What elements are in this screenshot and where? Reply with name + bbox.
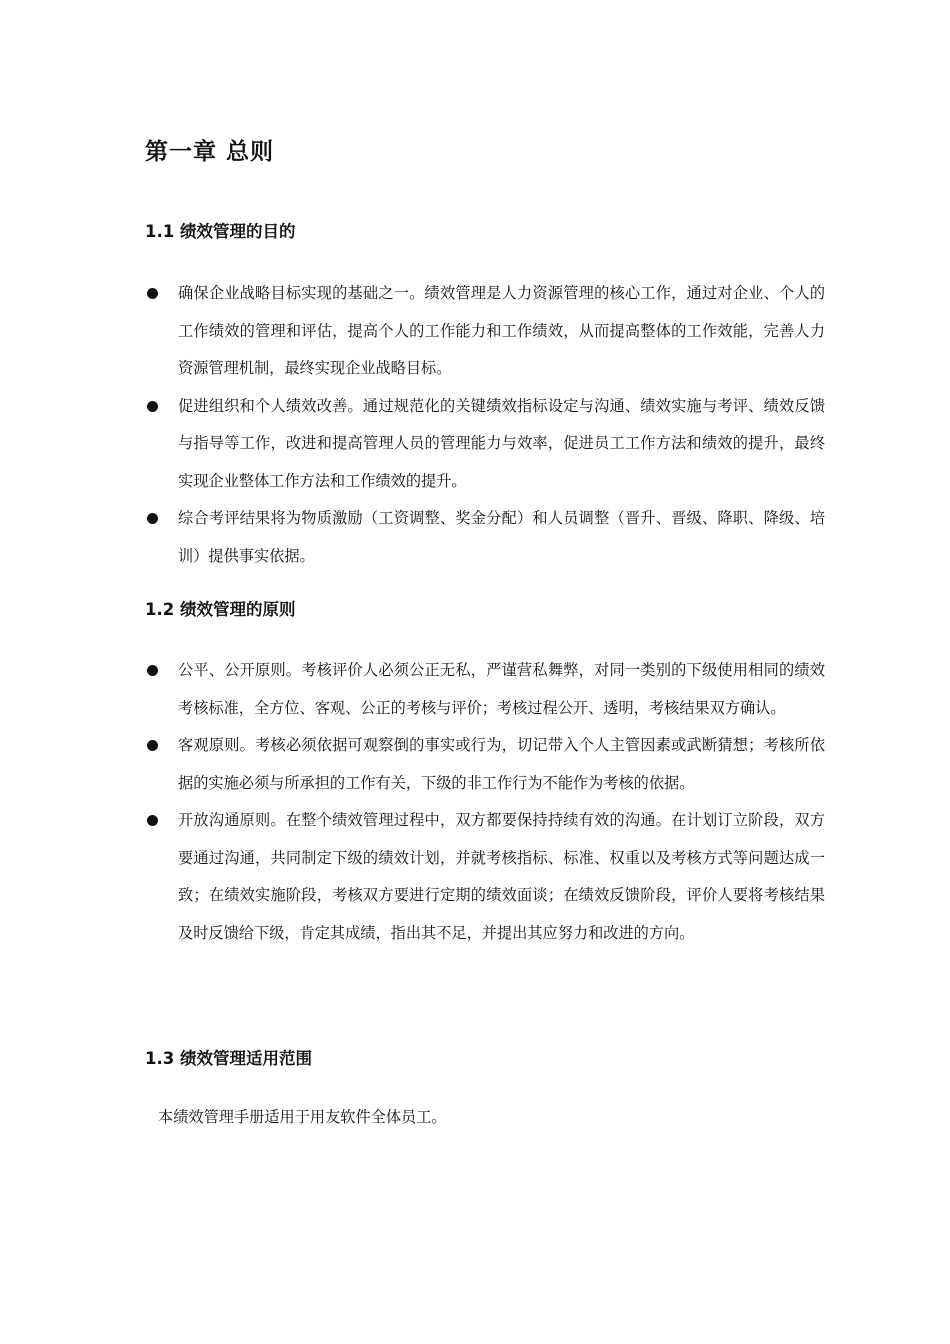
list-item — [145, 727, 825, 802]
bullet-icon — [147, 288, 158, 299]
list-item-text: 开放沟通原则。在整个绩效管理过程中，双方都要保持持续有效的沟通。在计划订立阶段，双方要通过沟通，共同制定下级的绩效计划，并就考核指标、标准、权重以及考核方式等问题达成一致；在绩效实施阶段，考核双方要进行定期的绩效面谈；在绩效反馈阶段，评价人要将考核结果及时反馈给下级，肯定其成绩，指出其不足，并提出其应努力和改进的方向。 — [178, 811, 825, 942]
list-item — [145, 652, 825, 727]
bullet-icon — [147, 815, 158, 826]
list-item-text: 综合考评结果将为物质激励（工资调整、奖金分配）和人员调整（晋升、晋级、降职、降级、培训）提供事实依据。 — [178, 509, 825, 565]
list-item-text: 确保企业战略目标实现的基础之一。绩效管理是人力资源管理的核心工作，通过对企业、个人的工作绩效的管理和评估，提高个人的工作能力和工作绩效，从而提高整体的工作效能，完善人力资源管理机制，最终实现企业战略目标。 — [178, 284, 825, 377]
list-item — [145, 500, 825, 575]
list-item — [145, 275, 825, 388]
scope-paragraph: 本绩效管理手册适用于用友软件全体员工。 — [158, 1108, 447, 1126]
section-title-principles: 1.2 绩效管理的原则 — [145, 600, 296, 619]
bullet-icon — [147, 740, 158, 751]
section-title-scope: 1.3 绩效管理适用范围 — [145, 1049, 312, 1068]
bullet-icon — [147, 401, 158, 412]
purpose-list — [145, 275, 825, 575]
section-title-purpose: 1.1 绩效管理的目的 — [145, 222, 296, 241]
bullet-icon — [147, 665, 158, 676]
bullet-icon — [147, 513, 158, 524]
chapter-title: 第一章 总则 — [145, 139, 275, 165]
list-item-text: 促进组织和个人绩效改善。通过规范化的关键绩效指标设定与沟通、绩效实施与考评、绩效反馈与指导等工作，改进和提高管理人员的管理能力与效率，促进员工工作方法和绩效的提升，最终实现企业整体工作方法和工作绩效的提升。 — [178, 396, 825, 490]
list-item — [145, 802, 825, 952]
principles-list — [145, 652, 825, 952]
list-item-text: 客观原则。考核必须依据可观察倒的事实或行为，切记带入个人主管因素或武断猜想；考核所依据的实施必须与所承担的工作有关，下级的非工作行为不能作为考核的依据。 — [178, 736, 825, 792]
list-item-text: 公平、公开原则。考核评价人必须公正无私，严谨营私舞弊，对同一类别的下级使用相同的绩效考核标准，全方位、客观、公正的考核与评价；考核过程公开、透明，考核结果双方确认。 — [178, 661, 825, 717]
list-item — [145, 388, 825, 501]
